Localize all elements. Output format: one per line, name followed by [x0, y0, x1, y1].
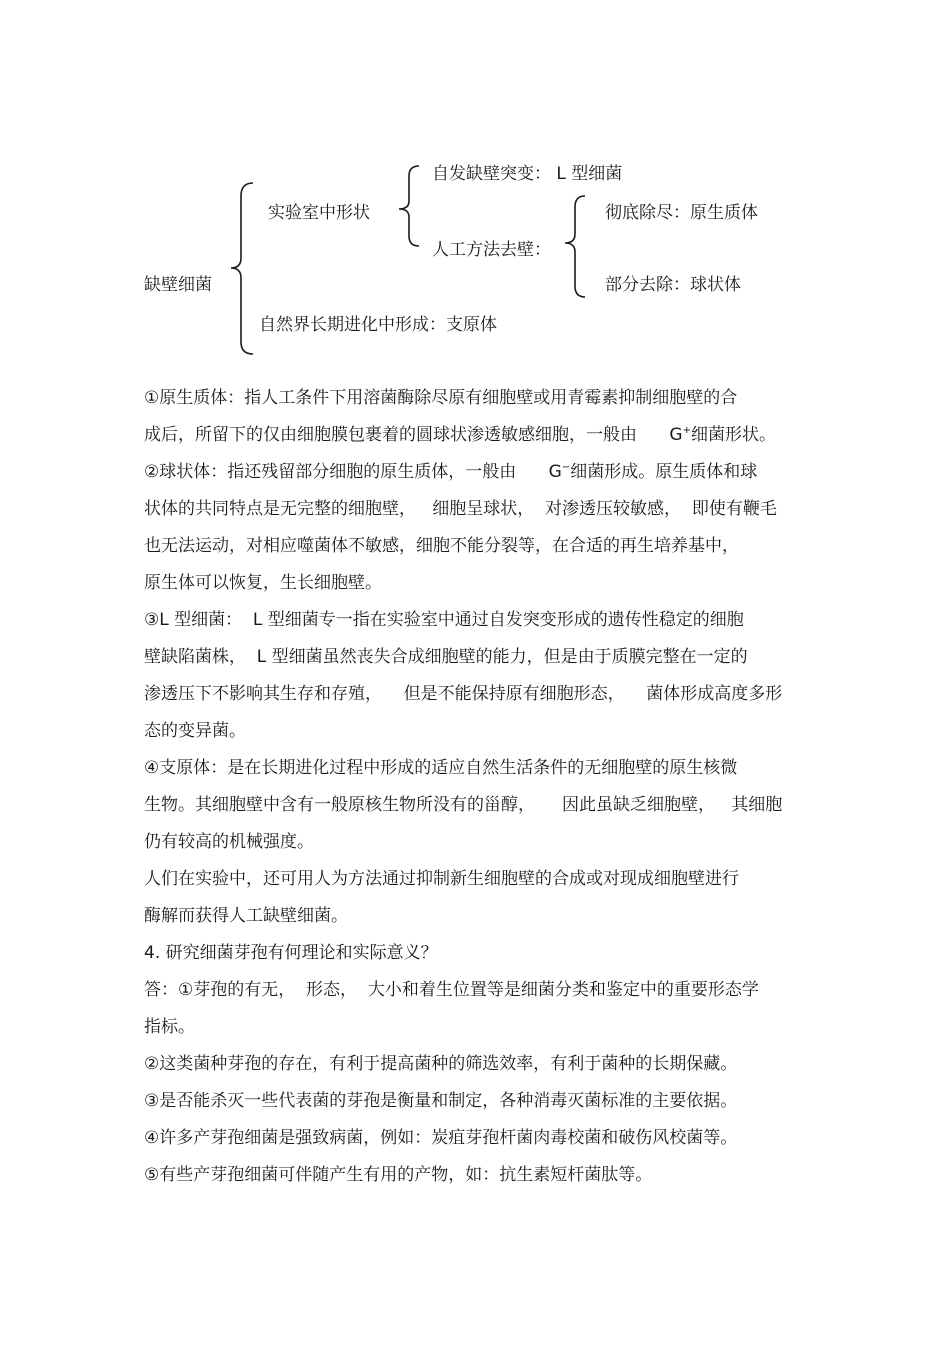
partial-removal-label: 部分去除：球状体	[605, 275, 741, 295]
lab-brace	[399, 166, 419, 246]
p2-line3: 也无法运动，对相应噬菌体不敏感，细胞不能分裂等，在合适的再生培养基中，	[144, 536, 739, 556]
lab-formed-label: 实验室中形状	[268, 203, 370, 223]
p3-line1: ③L 型细菌： L 型细菌专一指在实验室中通过自发突变形成的遗传性稳定的细胞	[144, 610, 744, 630]
root-label: 缺壁细菌	[144, 275, 212, 295]
p2-line1	[144, 460, 824, 497]
p2-line1-end: 细菌形成。原生质体和球	[570, 462, 758, 482]
answer-3: ③是否能杀灭一些代表菌的芽孢是衡量和制定，各种消毒灭菌标准的主要依据。	[144, 1091, 738, 1111]
p4-line2: 生物。其细胞壁中含有一般原核生物所没有的甾醇， 因此虽缺乏细胞壁， 其细胞	[144, 795, 783, 815]
p3-line4: 态的变异菌。	[144, 721, 246, 741]
main-brace	[231, 183, 253, 354]
spontaneous-label: 自发缺壁突变： L 型细菌	[432, 164, 623, 184]
answer-1-line1: 答：①芽孢的有无， 形态， 大小和着生位置等是细菌分类和鉴定中的重要形态学	[144, 980, 759, 1000]
artificial-brace	[565, 196, 585, 297]
p1-line2-end: 细菌形状。	[691, 425, 776, 445]
answer-2: ②这类菌种芽孢的存在，有利于提高菌种的筛选效率，有利于菌种的长期保藏。	[144, 1054, 738, 1074]
p3-line3: 渗透压下不影响其生存和存殖， 但是不能保持原有细胞形态， 菌体形成高度多形	[144, 684, 783, 704]
complete-removal-label: 彻底除尽：原生质体	[605, 203, 758, 223]
g-plus-sup: +	[682, 425, 691, 436]
p2-line2: 状体的共同特点是无完整的细胞壁， 细胞呈球状， 对渗透压较敏感， 即使有鞭毛	[144, 499, 777, 519]
p1-line2-text: 成后，所留下的仅由细胞膜包裹着的圆球状渗透敏感细胞，一般由 G	[144, 425, 683, 445]
artificial-label: 人工方法去壁：	[432, 240, 551, 260]
g-minus-sup: −	[561, 462, 571, 473]
p3-line2: 壁缺陷菌株， L 型细菌虽然丧失合成细胞壁的能力，但是由于质膜完整在一定的	[144, 647, 748, 667]
p4-line1: ④支原体：是在长期进化过程中形成的适应自然生活条件的无细胞壁的原生核微	[144, 758, 738, 778]
natural-label: 自然界长期进化中形成：支原体	[259, 315, 497, 335]
classification-diagram	[0, 0, 950, 380]
question-4: 4. 研究细菌芽孢有何理论和实际意义？	[144, 943, 438, 963]
p4-line3: 仍有较高的机械强度。	[144, 832, 314, 852]
p5-line2: 酶解而获得人工缺壁细菌。	[144, 906, 348, 926]
answer-4: ④许多产芽孢细菌是强致病菌，例如：炭疽芽孢杆菌肉毒校菌和破伤风校菌等。	[144, 1128, 738, 1148]
p5-line1: 人们在实验中，还可用人为方法通过抑制新生细胞壁的合成或对现成细胞壁进行	[144, 869, 739, 889]
p1-line2	[144, 423, 824, 460]
p2-line4: 原生体可以恢复，生长细胞壁。	[144, 573, 382, 593]
answer-1-line2: 指标。	[144, 1017, 195, 1037]
p2-line1-text: ②球状体：指还残留部分细胞的原生质体，一般由 G	[144, 462, 562, 482]
body-text	[144, 386, 824, 1200]
answer-5: ⑤有些产芽孢细菌可伴随产生有用的产物，如：抗生素短杆菌肽等。	[144, 1165, 653, 1185]
p1-line1: ①原生质体：指人工条件下用溶菌酶除尽原有细胞壁或用青霉素抑制细胞壁的合	[144, 388, 738, 408]
